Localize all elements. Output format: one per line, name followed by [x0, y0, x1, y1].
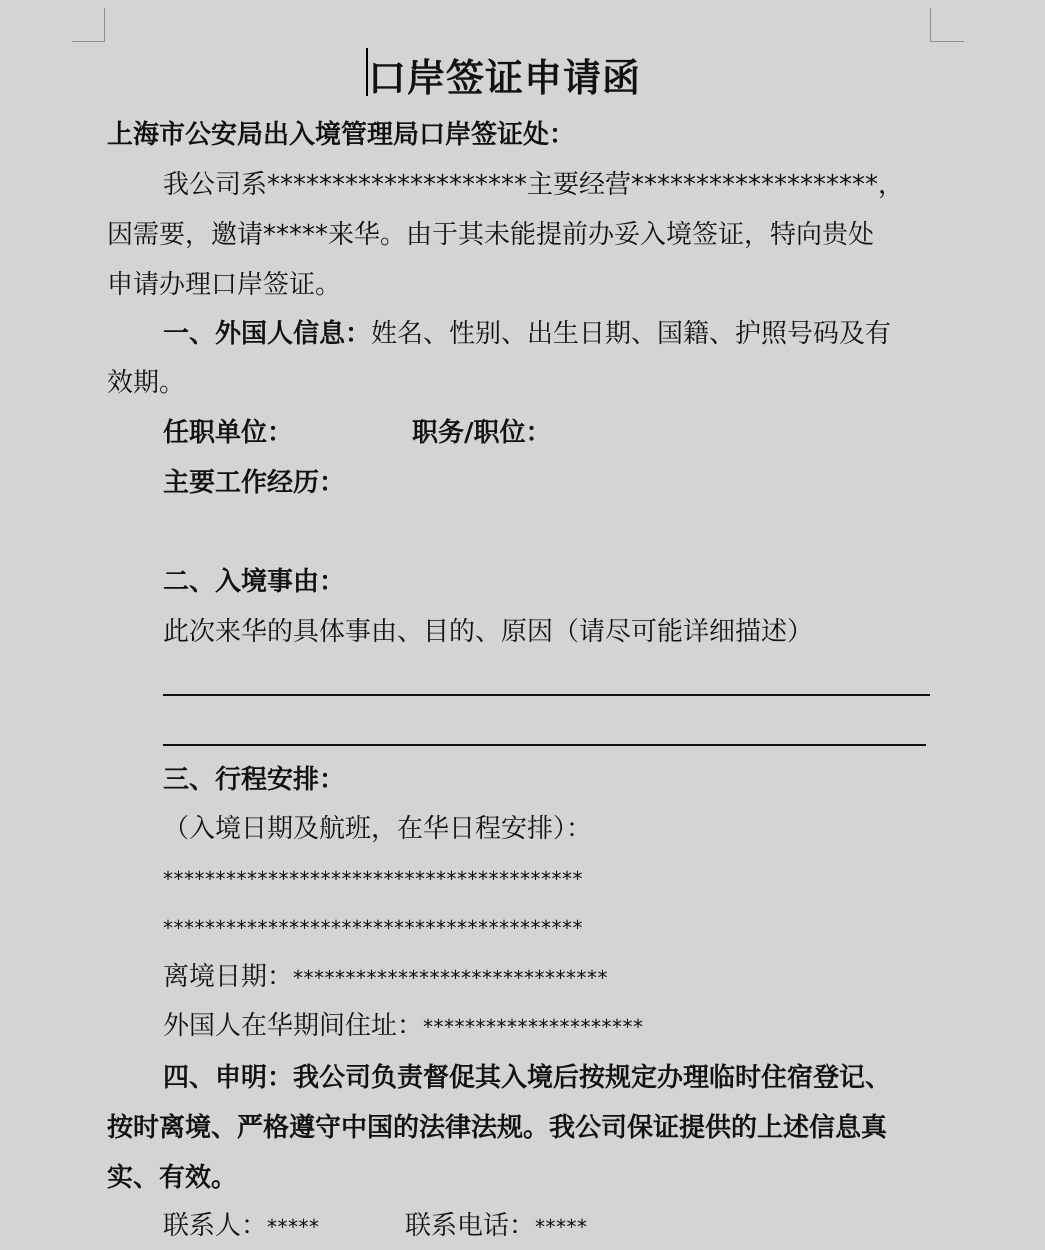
section4-line-3: 实、有效。: [107, 1163, 238, 1193]
intro-line-2: 因需要，邀请*****来华。由于其未能提前办妥入境签证，特向贵处: [107, 220, 875, 250]
section1-text: 姓名、性别、出生日期、国籍、护照号码及有: [371, 319, 892, 349]
salutation: 上海市公安局出入境管理局口岸签证处：: [107, 120, 576, 150]
employer-label: 任职单位：: [163, 418, 294, 448]
section2-text: 此次来华的具体事由、目的、原因（请尽可能详细描述）: [163, 617, 814, 647]
contact-person-value: *****: [267, 1215, 320, 1239]
schedule-placeholder-1: ****************************************: [163, 867, 583, 891]
work-history-label: 主要工作经历：: [163, 468, 346, 498]
crop-mark-top-left-horizontal: [72, 41, 105, 42]
contact-person-label: 联系人：: [163, 1211, 268, 1241]
fill-in-line-1: [163, 694, 930, 696]
crop-mark-top-left-vertical: [104, 8, 105, 42]
section3-note: （入境日期及航班，在华日程安排）：: [163, 814, 593, 844]
position-label: 职务/职位：: [412, 418, 552, 448]
departure-label: 离境日期：: [163, 962, 294, 992]
crop-mark-top-right-vertical: [930, 8, 931, 42]
document-title[interactable]: 口岸签证申请函: [368, 56, 642, 100]
departure-value: ******************************: [293, 966, 609, 990]
section3-heading: 三、行程安排：: [163, 765, 346, 795]
section4-line-1: 四、申明：我公司负责督促其入境后按规定办理临时住宿登记、: [163, 1063, 892, 1093]
contact-person-row: [163, 1209, 320, 1244]
section4-line-2: 按时离境、严格遵守中国的法律法规。我公司保证提供的上述信息真: [107, 1113, 888, 1143]
contact-phone-label: 联系电话：: [405, 1211, 536, 1241]
schedule-placeholder-2: ****************************************: [163, 916, 583, 940]
fill-in-line-2: [163, 744, 926, 746]
intro-line-1: 我公司系********************主要经营*******************，: [163, 170, 905, 200]
intro-line-3: 申请办理口岸签证。: [107, 270, 342, 300]
section1-heading: 一、外国人信息：: [163, 319, 372, 349]
contact-phone-value: *****: [535, 1215, 588, 1239]
section1-line-2: 效期。: [107, 368, 186, 398]
section1-line-1: [163, 317, 891, 351]
crop-mark-top-right-horizontal: [930, 41, 964, 42]
departure-row: [163, 960, 608, 995]
address-row: [163, 1009, 644, 1044]
section2-heading: 二、入境事由：: [163, 567, 346, 597]
address-label: 外国人在华期间住址：: [163, 1011, 424, 1041]
address-value: *********************: [423, 1015, 644, 1039]
contact-phone-row: [405, 1209, 588, 1244]
